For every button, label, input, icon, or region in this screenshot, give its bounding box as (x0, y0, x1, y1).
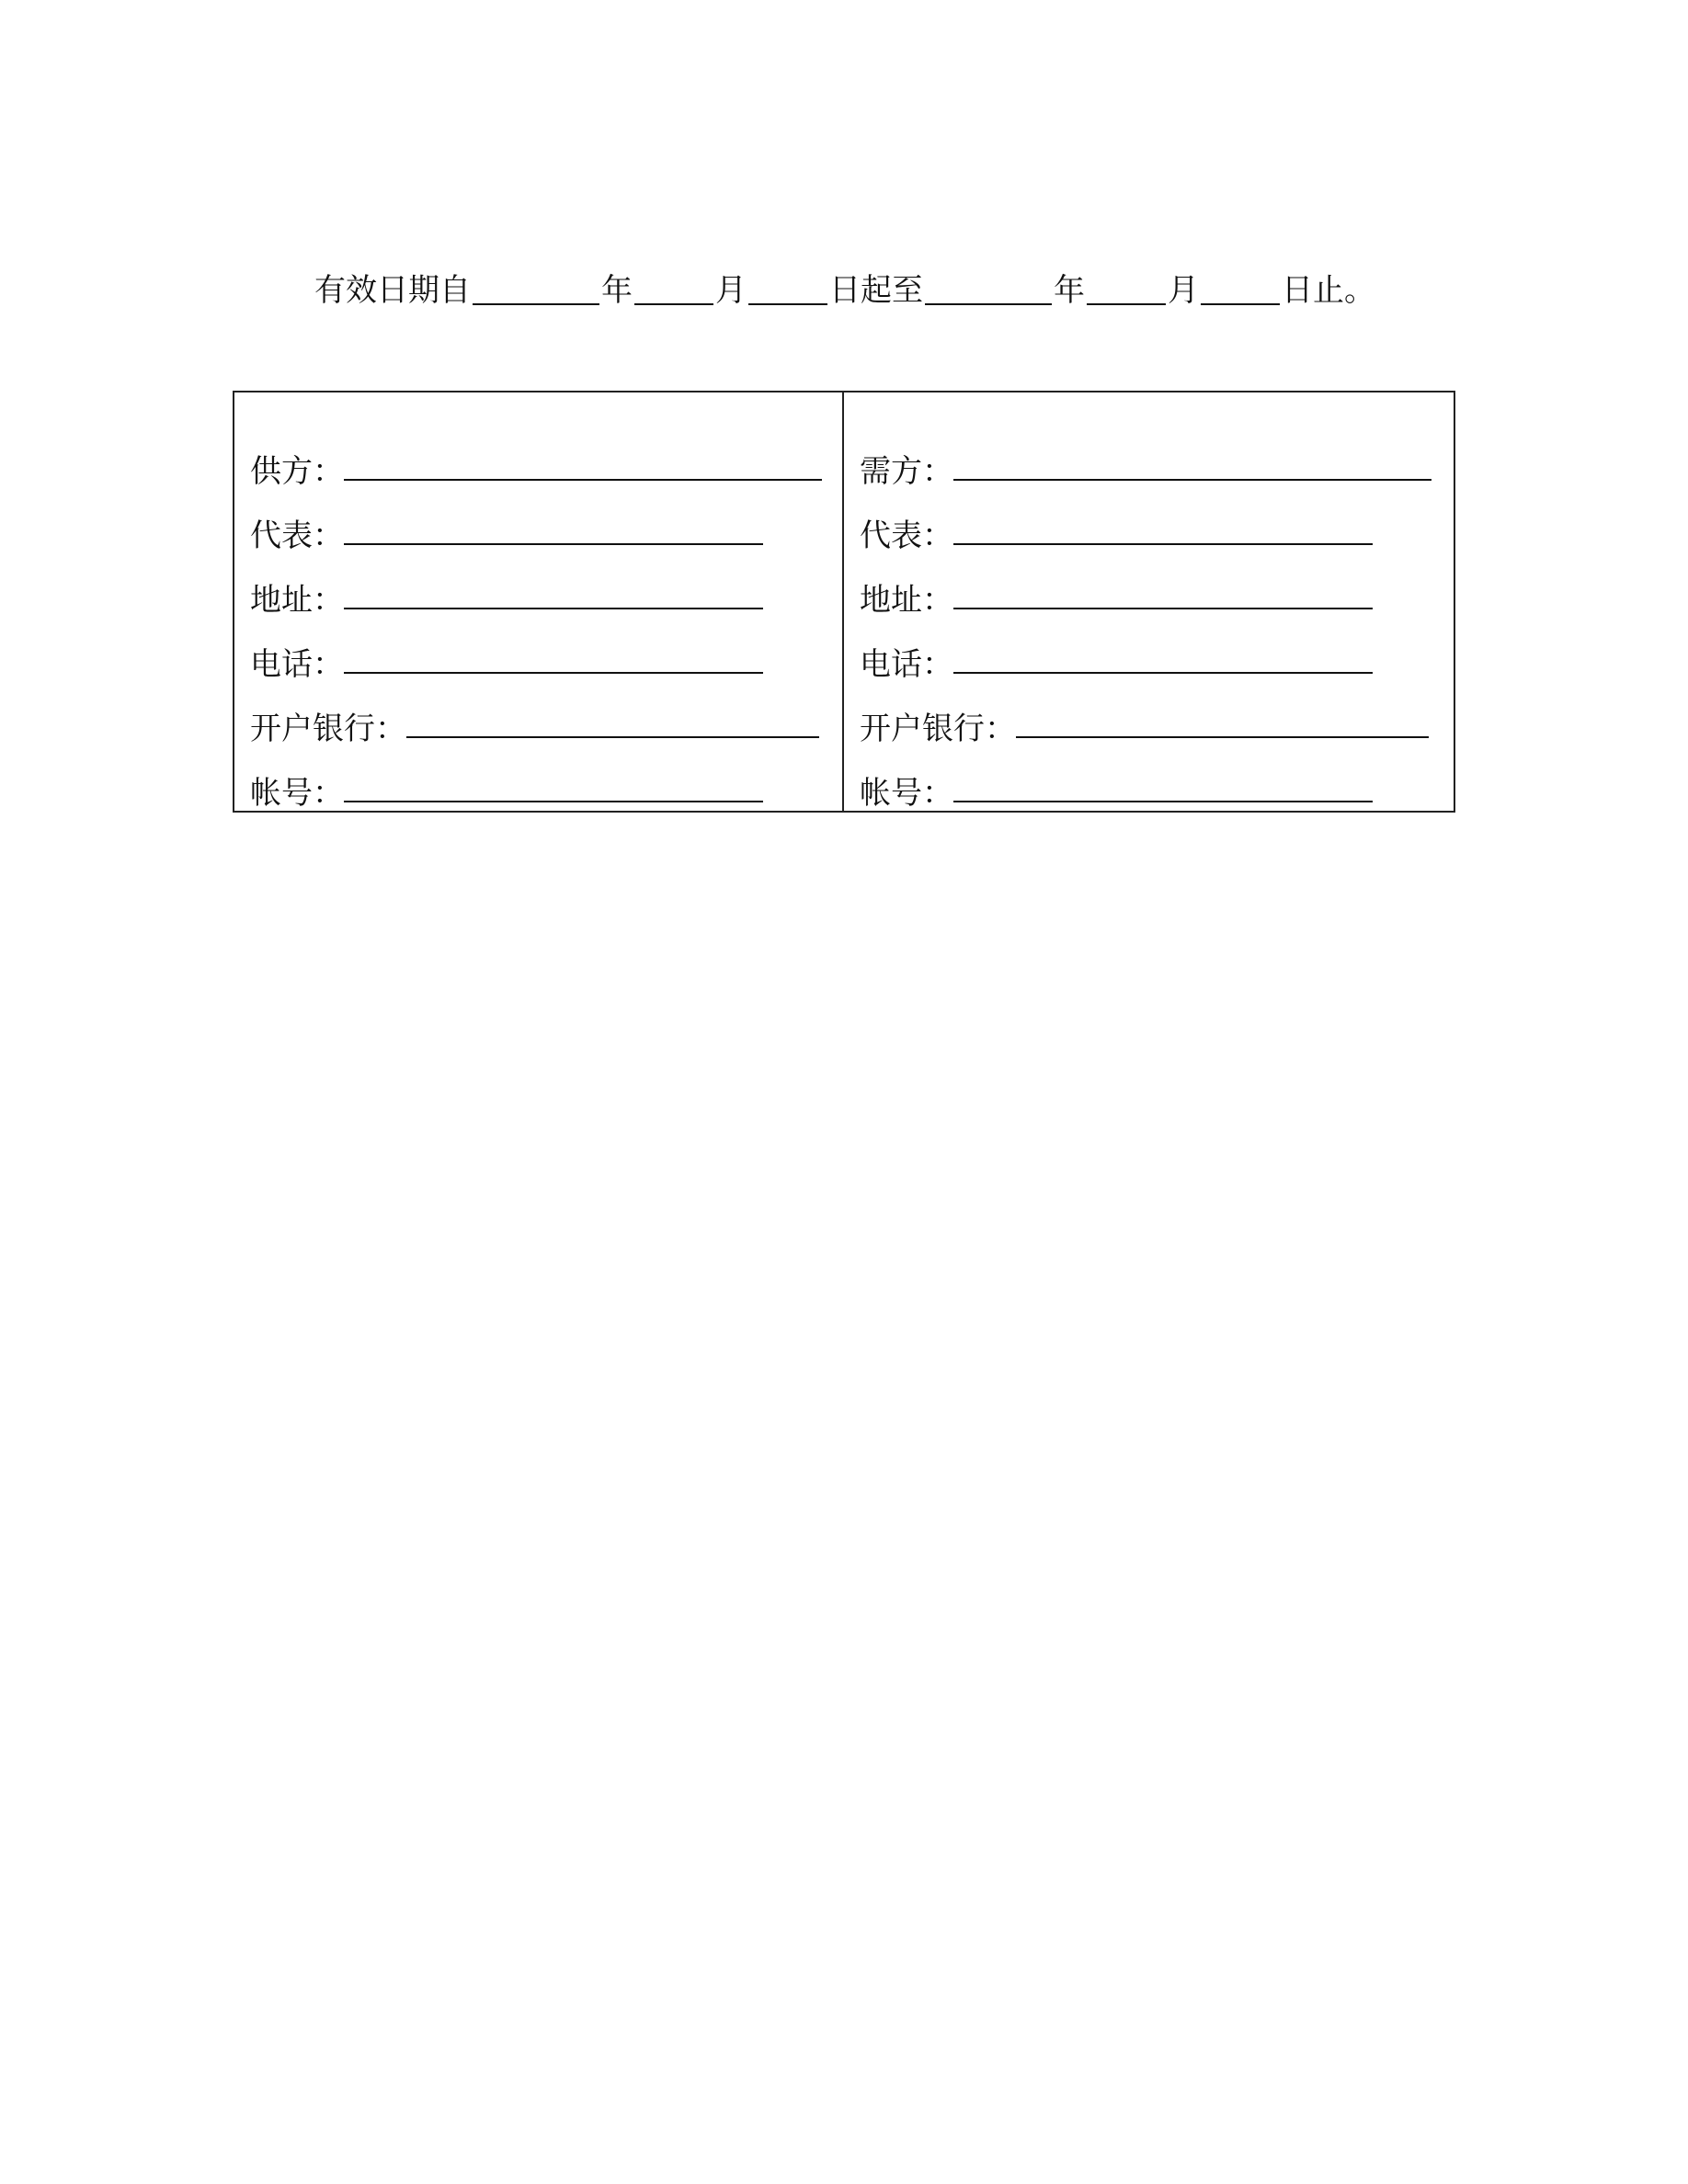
end-month-blank[interactable] (1087, 267, 1166, 305)
buyer-phone-row (860, 620, 1454, 685)
start-year-blank[interactable] (473, 267, 599, 305)
buyer-phone-blank[interactable] (953, 639, 1373, 674)
supplier-address-blank[interactable] (344, 574, 763, 609)
buyer-address-row (860, 556, 1454, 620)
buyer-name-blank[interactable] (953, 446, 1431, 481)
buyer-account-label: 帐号： (860, 775, 953, 812)
start-month-blank[interactable] (634, 267, 713, 305)
supplier-phone-label: 电话： (250, 646, 344, 683)
start-year-unit: 年 (601, 272, 633, 309)
buyer-rep-row (860, 492, 1454, 556)
supplier-bank-label: 开户银行： (250, 711, 406, 747)
supplier-column (234, 392, 844, 811)
buyer-bank-blank[interactable] (1016, 703, 1429, 738)
buyer-bank-row (860, 685, 1454, 749)
party-info-table (233, 391, 1455, 813)
end-day-suffix: 日止。 (1282, 272, 1375, 309)
supplier-bank-blank[interactable] (406, 703, 819, 738)
validity-period-line (314, 259, 1375, 311)
buyer-address-blank[interactable] (953, 574, 1373, 609)
start-month-unit: 月 (715, 272, 747, 309)
buyer-rep-label: 代表： (860, 518, 953, 554)
supplier-name-blank[interactable] (344, 446, 822, 481)
supplier-rep-label: 代表： (250, 518, 344, 554)
buyer-account-blank[interactable] (953, 768, 1373, 802)
buyer-address-label: 地址： (860, 582, 953, 619)
supplier-bank-row (250, 685, 842, 749)
buyer-account-row (860, 749, 1454, 813)
start-day-blank[interactable] (748, 267, 827, 305)
supplier-phone-blank[interactable] (344, 639, 763, 674)
start-day-to: 日起至 (829, 272, 923, 309)
end-year-unit: 年 (1054, 272, 1085, 309)
supplier-account-label: 帐号： (250, 775, 344, 812)
validity-prefix: 有效日期自 (314, 272, 471, 309)
supplier-account-blank[interactable] (344, 768, 763, 802)
end-day-blank[interactable] (1201, 267, 1280, 305)
buyer-phone-label: 电话： (860, 646, 953, 683)
supplier-address-row (250, 556, 842, 620)
buyer-column (844, 392, 1454, 811)
supplier-rep-blank[interactable] (344, 510, 763, 545)
supplier-account-row (250, 749, 842, 813)
end-month-unit: 月 (1168, 272, 1199, 309)
buyer-bank-label: 开户银行： (860, 711, 1016, 747)
supplier-phone-row (250, 620, 842, 685)
supplier-address-label: 地址： (250, 582, 344, 619)
supplier-rep-row (250, 492, 842, 556)
buyer-name-label: 需方： (860, 453, 953, 490)
buyer-rep-blank[interactable] (953, 510, 1373, 545)
buyer-name-row (860, 427, 1454, 492)
supplier-name-row (250, 427, 842, 492)
supplier-name-label: 供方： (250, 453, 344, 490)
end-year-blank[interactable] (925, 267, 1052, 305)
